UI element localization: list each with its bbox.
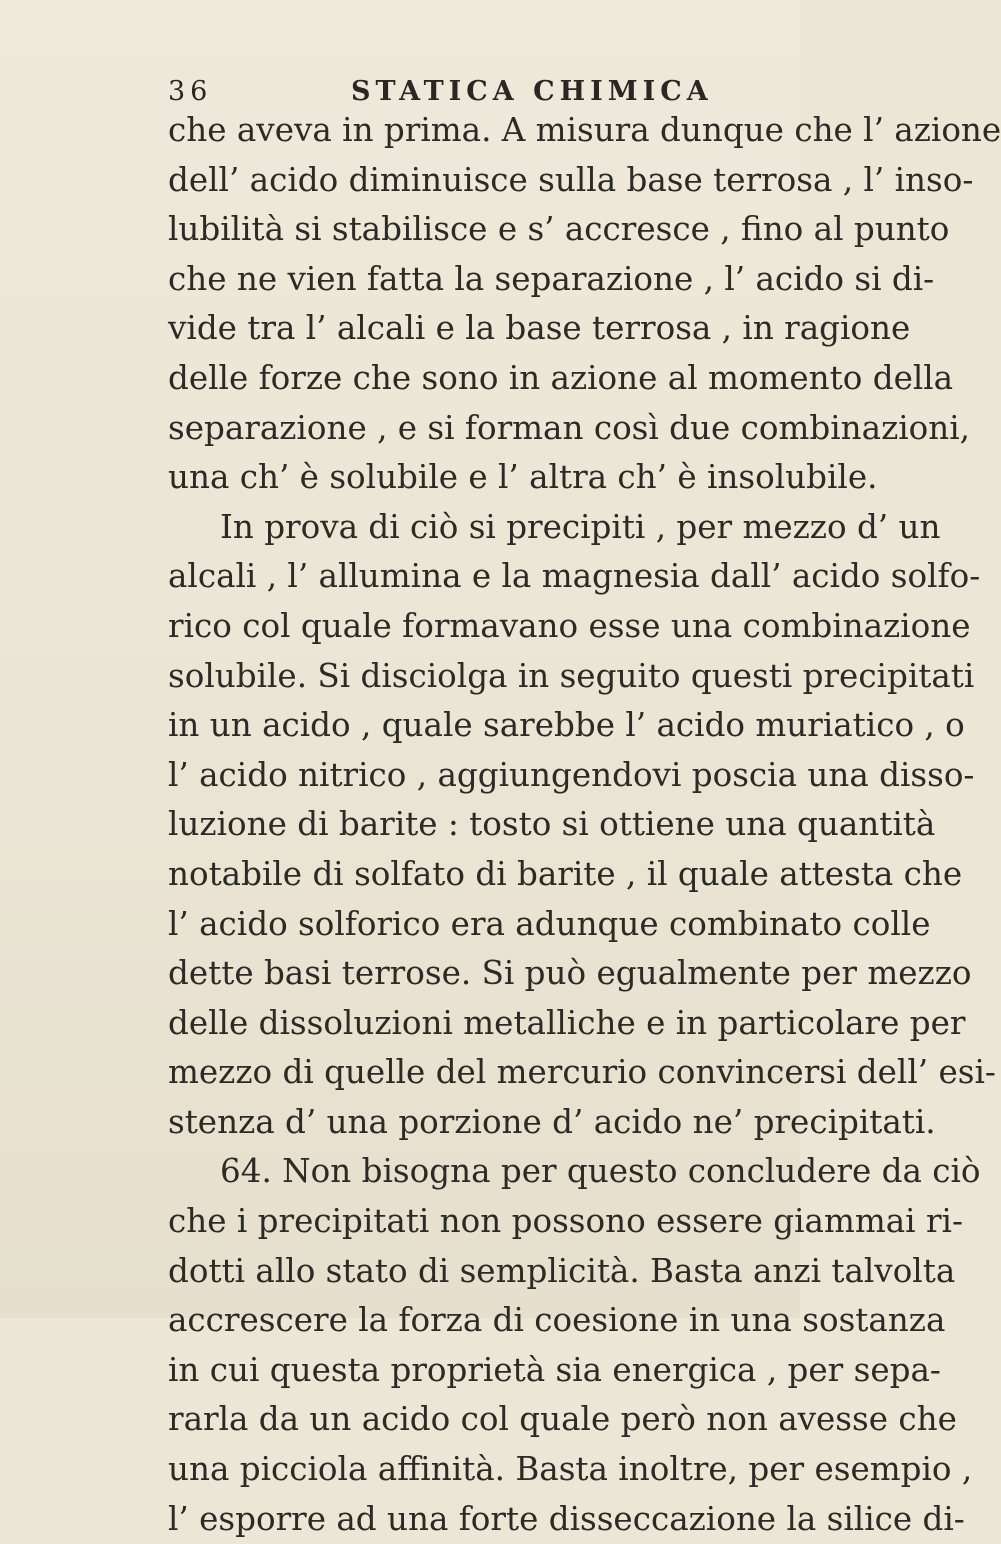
paragraph-first-line: 64. Non bisogna per questo concludere da ciò (220, 1152, 981, 1191)
text-line: dell’ acido diminuisce sulla base terrosa , l’ inso- (168, 160, 974, 199)
text-line: l’ acido nitrico , aggiungendovi poscia una disso- (168, 755, 975, 794)
text-line: l’ acido solforico era adunque combinato colle (168, 904, 931, 943)
text-line: delle dissoluzioni metalliche e in particolare per (168, 1003, 966, 1042)
text-line: che i precipitati non possono essere giammai ri- (168, 1202, 963, 1241)
text-line: dotti allo stato di semplicità. Basta anzi talvolta (168, 1251, 956, 1290)
paragraph-first-line: In prova di ciò si precipiti , per mezzo d’ un (220, 507, 941, 546)
text-line: separazione , e si forman così due combinazioni, (168, 408, 971, 447)
text-line: l’ esporre ad una forte disseccazione la silice di- (168, 1499, 965, 1538)
text-line: rarla da un acido col quale però non avesse che (168, 1400, 957, 1439)
text-line: alcali , l’ allumina e la magnesia dall’ acido solfo- (168, 557, 981, 596)
text-line: vide tra l’ alcali e la base terrosa , in ragione (168, 309, 911, 348)
text-line: notabile di solfato di barite , il quale attesta che (168, 854, 963, 893)
body-text (168, 106, 1001, 1544)
text-line: una ch’ è solubile e l’ altra ch’ è insolubile. (168, 458, 878, 497)
running-title: STATICA CHIMICA (351, 76, 713, 107)
text-line: delle forze che sono in azione al momento della (168, 358, 954, 397)
text-line: che aveva in prima. A misura dunque che l’ azione (168, 111, 1001, 149)
text-line: in un acido , quale sarebbe l’ acido muriatico , o (168, 706, 965, 745)
text-line: che ne vien fatta la separazione , l’ acido si di- (168, 259, 935, 298)
text-line: accrescere la forza di coesione in una sostanza (168, 1301, 946, 1340)
text-line: luzione di barite : tosto si ottiene una quantità (168, 805, 936, 844)
text-line: mezzo di quelle del mercurio convincersi dell’ esi- (168, 1053, 996, 1092)
text-line: in cui questa proprietà sia energica , per sepa- (168, 1350, 941, 1389)
text-line: dette basi terrose. Si può egualmente per mezzo (168, 954, 972, 993)
text-line: lubilità si stabilisce e s’ accresce , fino al punto (168, 210, 950, 249)
text-line: rico col quale formavano esse una combinazione (168, 606, 971, 645)
text-line: solubile. Si disciolga in seguito questi precipitati (168, 656, 975, 695)
text-line: stenza d’ una porzione d’ acido ne’ precipitati. (168, 1102, 936, 1141)
text-line: una picciola affinità. Basta inoltre, per esempio , (168, 1450, 973, 1489)
page-number: 36 (168, 76, 213, 107)
